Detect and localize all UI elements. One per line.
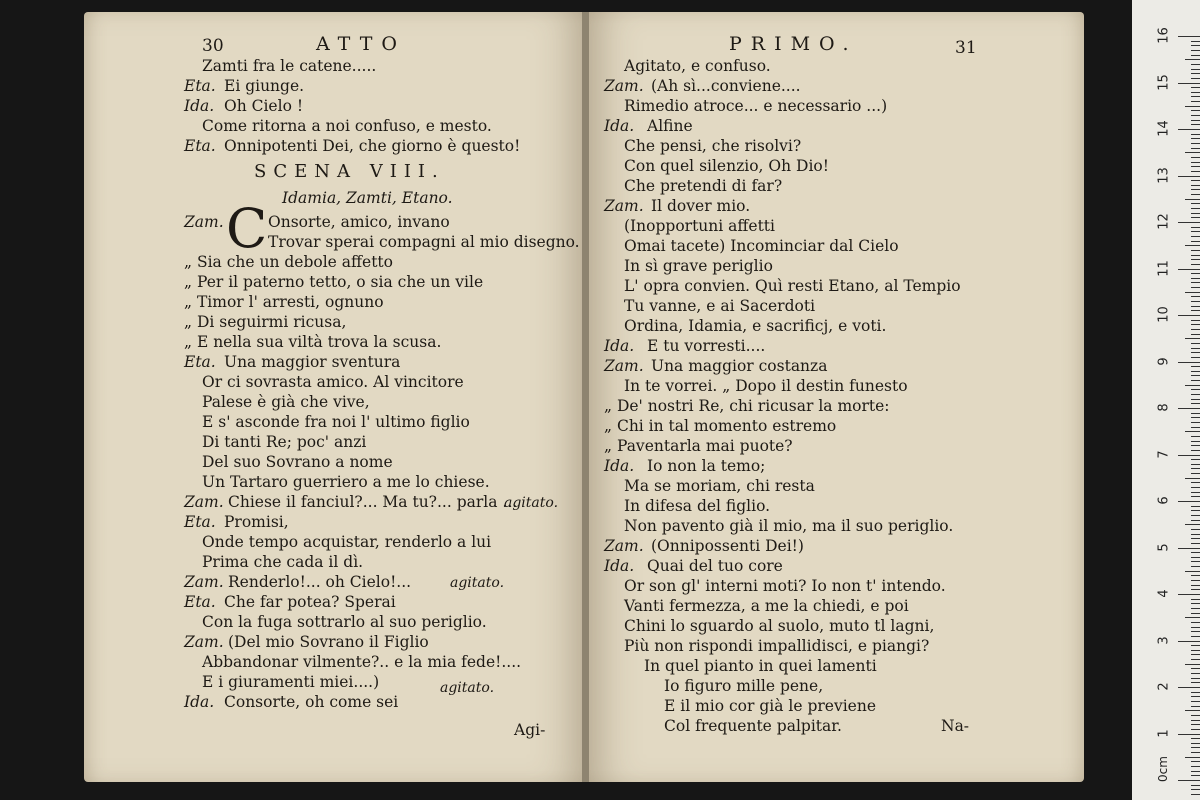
ruler-tick <box>1191 552 1200 553</box>
ruler-tick <box>1191 352 1200 353</box>
ruler-tick <box>1178 83 1200 84</box>
ruler-tick <box>1185 338 1200 339</box>
running-header-left: ATTO <box>316 33 406 55</box>
ruler-tick <box>1191 627 1200 628</box>
ruler-number: 14 <box>1156 120 1172 137</box>
ruler-tick <box>1178 594 1200 595</box>
ruler-tick <box>1191 180 1200 181</box>
ruler-tick <box>1191 599 1200 600</box>
verse-line: E tu vorresti.... <box>647 337 766 355</box>
ruler-tick <box>1191 459 1200 460</box>
ruler-tick <box>1191 464 1200 465</box>
ruler-tick <box>1191 585 1200 586</box>
verse-line: Col frequente palpitar. <box>664 717 842 735</box>
verse-line: „ Paventarla mai puote? <box>604 437 793 455</box>
verse-line: E i giuramenti miei....) <box>202 673 380 691</box>
ruler-tick <box>1191 450 1200 451</box>
page-number-left: 30 <box>202 36 224 56</box>
ruler-tick <box>1191 761 1200 762</box>
ruler-tick <box>1191 69 1200 70</box>
ruler-tick <box>1191 678 1200 679</box>
verse-line: Non pavento già il mio, ma il suo periglio. <box>624 517 954 535</box>
ruler-tick <box>1191 441 1200 442</box>
ruler-tick <box>1191 78 1200 79</box>
ruler-tick <box>1191 534 1200 535</box>
speaker-label: Ida. <box>604 117 635 135</box>
ruler-number: 2 <box>1156 682 1172 691</box>
speaker-label: Eta. <box>184 353 216 371</box>
ruler-tick <box>1191 789 1200 790</box>
verse-line: (Onnipossenti Dei!) <box>651 537 804 555</box>
ruler-tick <box>1185 478 1200 479</box>
ruler-tick <box>1178 455 1200 456</box>
ruler-tick <box>1191 375 1200 376</box>
verse-line: Che pretendi di far? <box>624 177 783 195</box>
ruler-tick <box>1191 506 1200 507</box>
verse-line: „ Chi in tal momento estremo <box>604 417 837 435</box>
ruler-tick <box>1191 445 1200 446</box>
ruler-number: 3 <box>1156 635 1172 645</box>
ruler-tick <box>1191 492 1200 493</box>
ruler-tick <box>1185 710 1200 711</box>
verse-line: In quel pianto in quei lamenti <box>644 657 877 675</box>
verse-line: Agitato, e confuso. <box>624 57 771 75</box>
ruler-tick <box>1191 301 1200 302</box>
ruler-tick <box>1191 747 1200 748</box>
ruler-tick <box>1185 431 1200 432</box>
ruler-tick <box>1191 427 1200 428</box>
ruler-tick <box>1191 250 1200 251</box>
speaker-label: Eta. <box>184 513 216 531</box>
ruler-tick <box>1191 482 1200 483</box>
ruler-tick <box>1191 575 1200 576</box>
ruler-tick <box>1191 636 1200 637</box>
ruler-number: 5 <box>1156 542 1172 552</box>
ruler-tick <box>1191 538 1200 539</box>
verse-line: Zamti fra le catene..... <box>202 57 377 75</box>
ruler-tick <box>1191 622 1200 623</box>
verse-line: Or son gl' interni moti? Io non t' intendo. <box>624 577 946 595</box>
ruler-tick <box>1191 73 1200 74</box>
verse-line: „ Di seguirmi ricusa, <box>184 313 347 331</box>
ruler-tick <box>1191 320 1200 321</box>
verse-line: Con la fuga sottrarlo al suo periglio. <box>202 613 487 631</box>
ruler-tick <box>1191 608 1200 609</box>
ruler-number: 9 <box>1156 356 1172 366</box>
ruler-tick <box>1178 641 1200 642</box>
ruler-tick <box>1185 617 1200 618</box>
speaker-label: Ida. <box>604 337 635 355</box>
ruler-tick <box>1191 613 1200 614</box>
stage-direction: agitato. <box>440 680 495 696</box>
ruler-tick <box>1191 143 1200 144</box>
ruler-tick <box>1191 208 1200 209</box>
verse-line: Consorte, oh come sei <box>224 693 399 711</box>
ruler-tick <box>1191 417 1200 418</box>
ruler-tick <box>1178 176 1200 177</box>
ruler-tick <box>1191 55 1200 56</box>
ruler-tick <box>1191 273 1200 274</box>
verse-line: Onnipotenti Dei, che giorno è questo! <box>224 137 521 155</box>
ruler-tick <box>1191 115 1200 116</box>
ruler-tick <box>1191 650 1200 651</box>
ruler-tick <box>1185 152 1200 153</box>
ruler-tick <box>1191 278 1200 279</box>
ruler-number: 15 <box>1156 73 1172 91</box>
ruler-tick <box>1191 343 1200 344</box>
ruler-tick <box>1191 306 1200 307</box>
verse-line: In sì grave periglio <box>624 257 773 275</box>
ruler-tick <box>1178 408 1200 409</box>
verse-line: Chiese il fanciul?... Ma tu?... parla ... <box>228 493 518 511</box>
ruler-number: 11 <box>1156 259 1172 277</box>
ruler-tick <box>1191 231 1200 232</box>
ruler-tick <box>1191 468 1200 469</box>
ruler-tick <box>1185 385 1200 386</box>
ruler-tick <box>1191 189 1200 190</box>
verse-line: „ De' nostri Re, chi ricusar la morte: <box>604 397 890 415</box>
speaker-label: Ida. <box>604 557 635 575</box>
ruler-tick <box>1191 724 1200 725</box>
verse-line: „ Timor l' arresti, ognuno <box>184 293 384 311</box>
verse-line: In te vorrei. „ Dopo il destin funesto <box>624 377 908 395</box>
ruler-tick <box>1191 348 1200 349</box>
ruler-tick <box>1185 106 1200 107</box>
ruler-tick <box>1191 138 1200 139</box>
left-page <box>84 12 584 782</box>
ruler-tick <box>1191 659 1200 660</box>
ruler-tick <box>1191 227 1200 228</box>
ruler-tick <box>1191 729 1200 730</box>
verse-line: Ma se moriam, chi resta <box>624 477 815 495</box>
ruler-tick <box>1191 696 1200 697</box>
speaker-label: Ida. <box>184 97 215 115</box>
ruler-tick <box>1191 120 1200 121</box>
verse-line: Un Tartaro guerriero a me lo chiese. <box>202 473 490 491</box>
verse-line: Vanti fermezza, a me la chiedi, e poi <box>624 597 909 615</box>
verse-line: Del suo Sovrano a nome <box>202 453 393 471</box>
verse-line: Che pensi, che risolvi? <box>624 137 802 155</box>
ruler-number: 16 <box>1156 27 1172 44</box>
ruler-tick <box>1191 380 1200 381</box>
verse-line: Renderlo!... oh Cielo!... <box>228 573 412 591</box>
verse-line: (Ah sì...conviene.... <box>651 77 801 95</box>
speaker-label: Zam. <box>604 77 644 95</box>
verse-line: Chini lo sguardo al suolo, muto tl lagni, <box>624 617 935 635</box>
speaker-label: Zam. <box>184 633 224 651</box>
ruler-tick <box>1191 589 1200 590</box>
ruler-tick <box>1191 422 1200 423</box>
speaker-label: Zam. <box>604 357 644 375</box>
stage-direction: agitato. <box>504 495 559 511</box>
verse-line: Palese è già che vive, <box>202 393 370 411</box>
ruler-tick <box>1191 213 1200 214</box>
ruler-tick <box>1191 436 1200 437</box>
verse-line: Alfine <box>647 117 693 135</box>
speaker-label: Eta. <box>184 77 216 95</box>
verse-line: Trovar sperai compagni al mio disegno. <box>268 233 580 251</box>
ruler-tick <box>1191 50 1200 51</box>
ruler-tick <box>1178 780 1200 781</box>
ruler-tick <box>1191 110 1200 111</box>
verse-line: Io figuro mille pene, <box>664 677 824 695</box>
ruler-tick <box>1191 171 1200 172</box>
ruler-tick <box>1191 692 1200 693</box>
verse-line: Tu vanne, e ai Sacerdoti <box>624 297 816 315</box>
ruler-tick <box>1191 715 1200 716</box>
ruler-tick <box>1191 157 1200 158</box>
verse-line: Ordina, Idamia, e sacrificj, e voti. <box>624 317 887 335</box>
ruler-number: 12 <box>1156 213 1172 230</box>
verse-line: E il mio cor già le previene <box>664 697 876 715</box>
ruler-number: 6 <box>1156 496 1172 505</box>
verse-line: Or ci sovrasta amico. Al vincitore <box>202 373 464 391</box>
ruler-tick <box>1191 771 1200 772</box>
verse-line: (Del mio Sovrano il Figlio <box>228 633 429 651</box>
ruler-tick <box>1191 752 1200 753</box>
ruler-tick <box>1191 101 1200 102</box>
ruler-tick <box>1191 371 1200 372</box>
speaker-label: Zam. <box>184 213 224 231</box>
speaker-label: Ida. <box>604 457 635 475</box>
ruler-tick <box>1191 706 1200 707</box>
ruler-tick <box>1191 645 1200 646</box>
ruler-tick <box>1191 701 1200 702</box>
ruler-tick <box>1191 487 1200 488</box>
speaker-label: Zam. <box>604 537 644 555</box>
ruler-tick <box>1191 561 1200 562</box>
verse-line: E s' asconde fra noi l' ultimo figlio <box>202 413 470 431</box>
ruler-tick <box>1191 162 1200 163</box>
verse-line: Come ritorna a noi confuso, e mesto. <box>202 117 492 135</box>
running-header-right: PRIMO. <box>729 33 858 55</box>
ruler-number: 4 <box>1156 589 1172 598</box>
verse-line: Una maggior sventura <box>224 353 401 371</box>
ruler-tick <box>1178 222 1200 223</box>
ruler-tick <box>1191 64 1200 65</box>
verse-line: Rimedio atroce... e necessario ...) <box>624 97 888 115</box>
ruler-tick <box>1191 766 1200 767</box>
ruler-tick <box>1191 743 1200 744</box>
ruler-tick <box>1185 292 1200 293</box>
ruler-tick <box>1191 668 1200 669</box>
ruler-tick <box>1191 310 1200 311</box>
ruler-tick <box>1191 166 1200 167</box>
speaker-label: Eta. <box>184 137 216 155</box>
ruler-tick <box>1191 287 1200 288</box>
verse-line: Con quel silenzio, Oh Dio! <box>624 157 829 175</box>
scene-persons: Idamia, Zamti, Etano. <box>282 189 453 207</box>
ruler-tick <box>1178 734 1200 735</box>
ruler-tick <box>1191 510 1200 511</box>
ruler-tick <box>1191 654 1200 655</box>
ruler-tick <box>1191 217 1200 218</box>
ruler-tick <box>1191 366 1200 367</box>
ruler-tick <box>1191 87 1200 88</box>
verse-line: Prima che cada il dì. <box>202 553 364 571</box>
verse-line: Onsorte, amico, invano <box>268 213 450 231</box>
verse-line: Più non rispondi impallidisci, e piangi? <box>624 637 930 655</box>
ruler-tick <box>1178 36 1200 37</box>
ruler-tick <box>1191 738 1200 739</box>
verse-line: Di tanti Re; poc' anzi <box>202 433 367 451</box>
verse-line: Onde tempo acquistar, renderlo a lui <box>202 533 492 551</box>
ruler-tick <box>1178 362 1200 363</box>
measurement-ruler <box>1132 0 1200 800</box>
verse-line: Ei giunge. <box>224 77 305 95</box>
speaker-label: Zam. <box>184 573 224 591</box>
ruler-tick <box>1191 580 1200 581</box>
ruler-tick <box>1185 757 1200 758</box>
ruler-tick <box>1191 720 1200 721</box>
ruler-tick <box>1191 413 1200 414</box>
ruler-tick <box>1178 687 1200 688</box>
ruler-tick <box>1178 315 1200 316</box>
speaker-label: Zam. <box>184 493 224 511</box>
ruler-tick <box>1185 59 1200 60</box>
verse-line: L' opra convien. Quì resti Etano, al Tempio <box>624 277 961 295</box>
verse-line: Una maggior costanza <box>651 357 828 375</box>
ruler-tick <box>1191 296 1200 297</box>
ruler-tick <box>1191 496 1200 497</box>
ruler-tick <box>1191 357 1200 358</box>
catchword-left: Agi- <box>514 721 546 739</box>
ruler-tick <box>1191 329 1200 330</box>
ruler-tick <box>1191 543 1200 544</box>
ruler-tick <box>1185 199 1200 200</box>
ruler-tick <box>1191 134 1200 135</box>
open-book <box>84 12 1084 782</box>
verse-line: In difesa del figlio. <box>624 497 771 515</box>
ruler-tick <box>1191 203 1200 204</box>
ruler-tick <box>1191 334 1200 335</box>
ruler-tick <box>1191 45 1200 46</box>
ruler-tick <box>1191 399 1200 400</box>
ruler-tick <box>1191 775 1200 776</box>
ruler-tick <box>1178 129 1200 130</box>
verse-line: Io non la temo; <box>647 457 766 475</box>
ruler-number: 13 <box>1156 166 1172 184</box>
verse-line: Oh Cielo ! <box>224 97 304 115</box>
ruler-tick <box>1191 259 1200 260</box>
ruler-tick <box>1191 394 1200 395</box>
ruler-tick <box>1191 236 1200 237</box>
ruler-tick <box>1178 269 1200 270</box>
ruler-tick <box>1191 631 1200 632</box>
ruler-tick <box>1185 571 1200 572</box>
ruler-tick <box>1191 148 1200 149</box>
stage-direction: agitato. <box>450 575 505 591</box>
verse-line: Omai tacete) Incominciar dal Cielo <box>624 237 899 255</box>
ruler-number: 7 <box>1156 449 1172 459</box>
ruler-tick <box>1191 41 1200 42</box>
ruler-tick <box>1191 682 1200 683</box>
ruler-tick <box>1191 403 1200 404</box>
ruler-tick <box>1178 548 1200 549</box>
speaker-label: Ida. <box>184 693 215 711</box>
drop-cap: C <box>226 197 268 260</box>
ruler-unit-label: 0cm <box>1156 756 1170 782</box>
ruler-tick <box>1191 566 1200 567</box>
ruler-tick <box>1185 664 1200 665</box>
verse-line: „ Sia che un debole affetto <box>184 253 393 271</box>
catchword-right: Na- <box>941 717 970 735</box>
ruler-tick <box>1191 557 1200 558</box>
ruler-tick <box>1191 473 1200 474</box>
ruler-tick <box>1191 255 1200 256</box>
speaker-label: Zam. <box>604 197 644 215</box>
scene-title: SCENA VIII. <box>254 161 445 182</box>
ruler-tick <box>1191 515 1200 516</box>
ruler-tick <box>1185 524 1200 525</box>
speaker-label: Eta. <box>184 593 216 611</box>
page-number-right: 31 <box>955 38 977 58</box>
ruler-tick <box>1191 529 1200 530</box>
ruler-tick <box>1191 785 1200 786</box>
ruler-tick <box>1191 194 1200 195</box>
verse-line: Abbandonar vilmente?.. e la mia fede!.... <box>202 653 522 671</box>
ruler-tick <box>1191 92 1200 93</box>
ruler-number: 10 <box>1156 306 1172 323</box>
ruler-tick <box>1191 389 1200 390</box>
ruler-number: 8 <box>1156 403 1172 412</box>
verse-line: „ Per il paterno tetto, o sia che un vile <box>184 273 484 291</box>
verse-line: Quai del tuo core <box>647 557 783 575</box>
ruler-tick <box>1191 241 1200 242</box>
ruler-tick <box>1191 96 1200 97</box>
ruler-tick <box>1191 185 1200 186</box>
right-page <box>589 12 1084 782</box>
ruler-tick <box>1191 794 1200 795</box>
ruler-number: 1 <box>1156 728 1172 738</box>
ruler-tick <box>1178 501 1200 502</box>
ruler-tick <box>1191 673 1200 674</box>
ruler-tick <box>1191 264 1200 265</box>
ruler-tick <box>1191 124 1200 125</box>
ruler-tick <box>1191 603 1200 604</box>
verse-line: (Inopportuni affetti <box>624 217 775 235</box>
ruler-tick <box>1191 282 1200 283</box>
verse-line: Che far potea? Sperai <box>224 593 396 611</box>
ruler-tick <box>1191 520 1200 521</box>
verse-line: Il dover mio. <box>651 197 751 215</box>
ruler-tick <box>1191 324 1200 325</box>
ruler-tick <box>1185 245 1200 246</box>
verse-line: „ E nella sua viltà trova la scusa. <box>184 333 442 351</box>
verse-line: Promisi, <box>224 513 289 531</box>
